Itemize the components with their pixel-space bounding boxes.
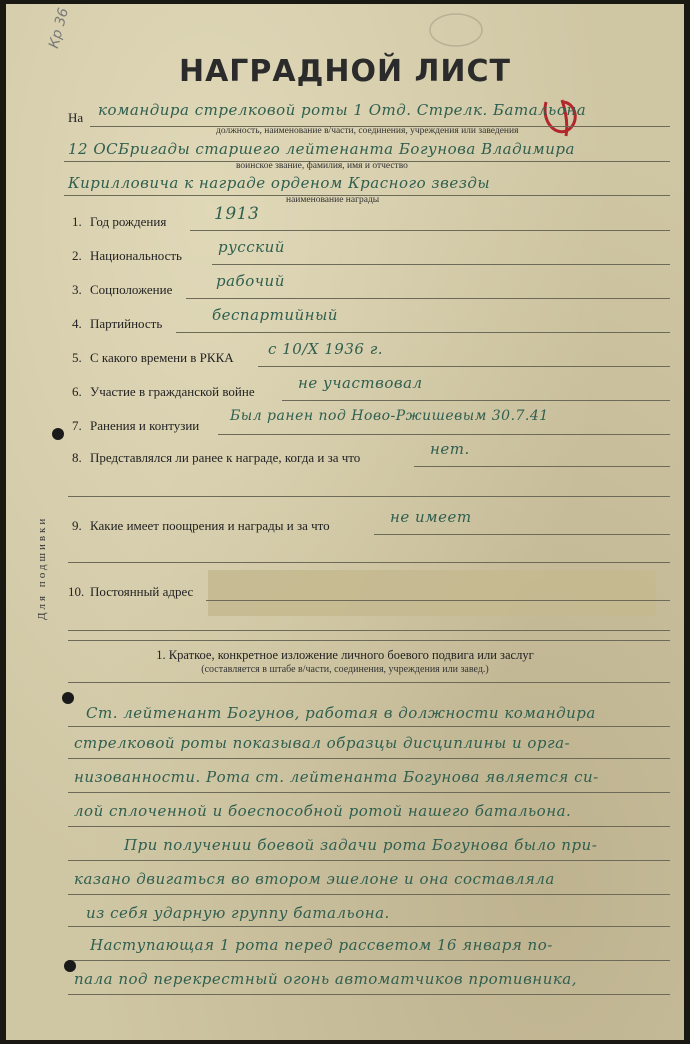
section-title: 1. Краткое, конкретное изложение личного боевого подвига или заслуг (156, 648, 534, 662)
field-8-number: 8. (72, 450, 82, 465)
field-7-number: 7. (72, 418, 82, 433)
field-9-number: 9. (72, 518, 82, 533)
field-8-value: нет. (430, 440, 470, 458)
narrative-rule-5 (68, 860, 670, 861)
faint-stamp-icon (426, 10, 486, 50)
field-9-label: Какие имеет поощрения и награды и за что (90, 518, 330, 533)
narrative-rule-8 (68, 960, 670, 961)
field-6-line (282, 400, 670, 401)
field-4-label: Партийность (90, 316, 163, 331)
name-handwritten: 12 ОСБригады старшего лейтенанта Богунова Владимира (68, 140, 575, 158)
narrative-line-6: казано двигаться во втором эшелоне и она составляла (74, 870, 555, 888)
field-10-line (206, 600, 670, 601)
narrative-line-4: лой сплоченной и боеспособной ротой нашего батальона. (74, 802, 572, 820)
narrative-line-7: из себя ударную группу батальона. (86, 904, 390, 922)
punch-hole-middle (62, 692, 74, 704)
field-3-line (186, 298, 670, 299)
narrative-rule-3 (68, 792, 670, 793)
field-2-value: русский (218, 238, 285, 256)
punch-hole-top (52, 428, 64, 440)
field-5-value: с 10/X 1936 г. (268, 340, 384, 358)
field-7-label: Ранения и контузии (90, 418, 200, 433)
narrative-line-1: Ст. лейтенант Богунов, работая в должности командира (86, 704, 596, 722)
field-1-value: 1913 (214, 204, 260, 224)
narrative-rule-4 (68, 826, 670, 827)
field-2-label: Национальность (90, 248, 182, 263)
section-separator-1 (68, 630, 670, 631)
narrative-rule-2 (68, 758, 670, 759)
field-4-number: 4. (72, 316, 82, 331)
field-1-line (190, 230, 670, 231)
narrative-line-5: При получении боевой задачи рота Богунова было при- (124, 836, 598, 854)
narrative-rule-1 (68, 726, 670, 727)
field-5-line (258, 366, 670, 367)
narrative-line-8: Наступающая 1 рота перед рассветом 16 января по- (90, 936, 553, 954)
field-7-value: Был ранен под Ново-Ржишевым 30.7.41 (230, 408, 549, 424)
field-6-number: 6. (72, 384, 82, 399)
field-3-number: 3. (72, 282, 82, 297)
field-6-label: Участие в гражданской войне (90, 384, 255, 399)
field-9-line-b (68, 562, 670, 563)
field-10-number: 10. (68, 584, 85, 599)
document-title: НАГРАДНОЙ ЛИСТ (178, 54, 512, 89)
field-5-number: 5. (72, 350, 82, 365)
field-8-label: Представлялся ли ранее к награде, когда и за что (90, 450, 361, 465)
award-handwritten: Кирилловича к награде орденом Красного звезды (68, 174, 491, 192)
caption-award: наименование награды (286, 195, 380, 205)
na-label: На (68, 110, 84, 125)
narrative-top-rule (68, 682, 670, 683)
field-2-number: 2. (72, 248, 82, 263)
field-1-number: 1. (72, 214, 82, 229)
narrative-line-2: стрелковой роты показывал образцы дисциплины и орга- (74, 734, 571, 752)
field-8-line-b (68, 496, 670, 497)
field-4-value: беспартийный (212, 306, 338, 324)
field-10-label: Постоянный адрес (90, 584, 194, 599)
punch-hole-bottom (64, 960, 76, 972)
field-2-line (212, 264, 670, 265)
section-subtitle: (составляется в штабе в/части, соединения, учреждения или завед.) (201, 664, 489, 675)
narrative-rule-9 (68, 994, 670, 995)
section-separator-2 (68, 640, 670, 641)
field-3-label: Соцположение (90, 282, 173, 297)
address-redacted-block (208, 570, 656, 616)
field-9-value: не имеет (390, 508, 472, 526)
binding-margin-label: Для подшивки (36, 515, 48, 620)
field-9-line-a (374, 534, 670, 535)
field-7-line (218, 434, 670, 435)
narrative-line-3: низованности. Рота ст. лейтенанта Богунова является си- (74, 768, 599, 786)
caption-position: должность, наименование в/части, соединения, учреждения или заведения (216, 126, 519, 136)
field-6-value: не участвовал (298, 374, 423, 392)
field-5-label: С какого времени в РККА (90, 350, 234, 365)
field-1-label: Год рождения (90, 214, 167, 229)
award-sheet-page (6, 4, 684, 1040)
caption-name: воинское звание, фамилия, имя и отчество (236, 161, 408, 171)
narrative-rule-6 (68, 894, 670, 895)
narrative-line-9: пала под перекрестный огонь автоматчиков противника, (74, 970, 578, 988)
pencil-note: Кр 36 (46, 6, 73, 51)
position-handwritten: командира стрелковой роты 1 Отд. Стрелк. Батальона (98, 101, 587, 119)
field-8-line-a (414, 466, 670, 467)
field-4-line (176, 332, 670, 333)
narrative-rule-7 (68, 926, 670, 927)
field-3-value: рабочий (216, 272, 285, 290)
